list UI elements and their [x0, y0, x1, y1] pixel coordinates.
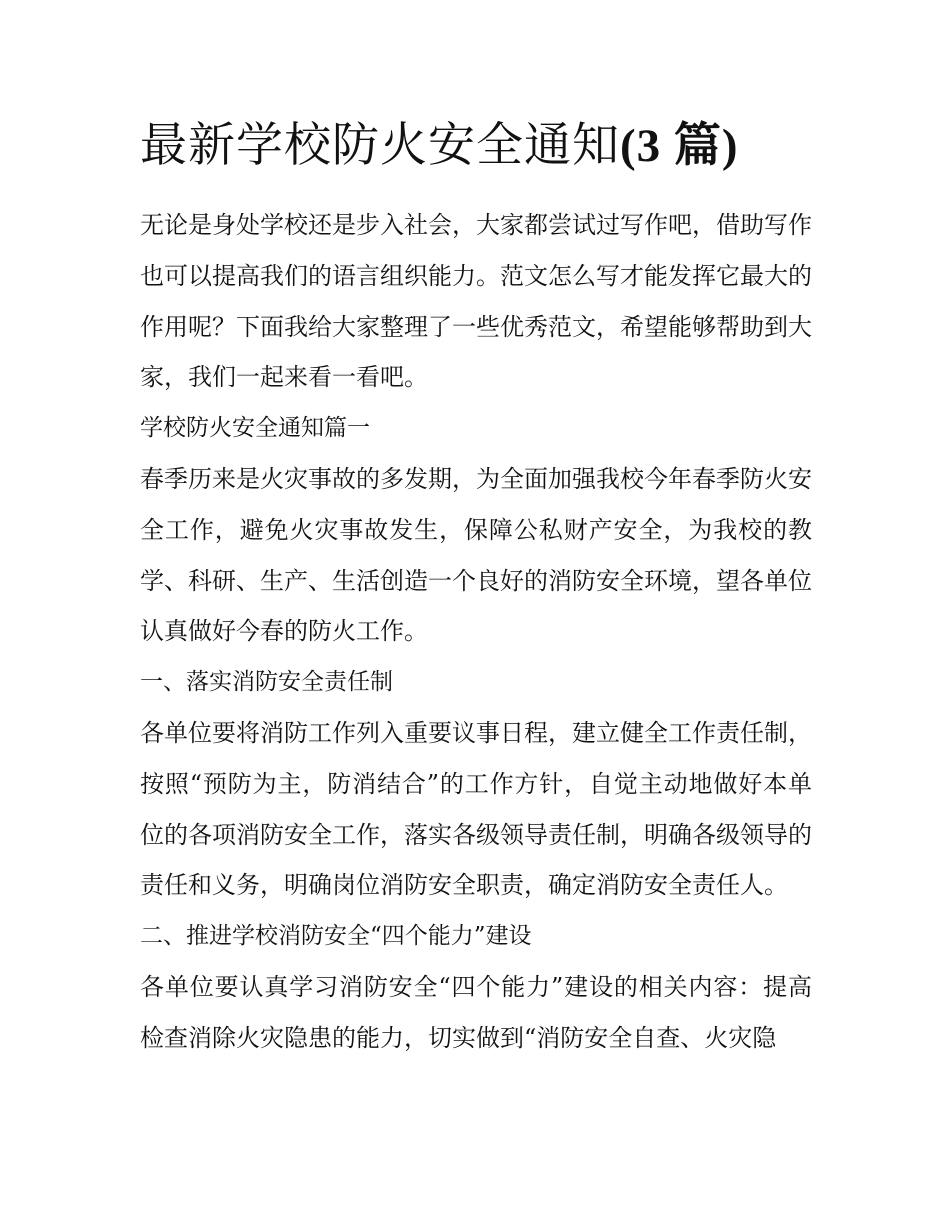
title-count: (3 篇) [620, 120, 739, 172]
four-abilities-paragraph: 各单位要认真学习消防安全“四个能力”建设的相关内容：提高检查消除火灾隐患的能力，切实做到“消防安全自查、火灾隐 [140, 972, 812, 1052]
document-title [140, 112, 812, 180]
heading-four-abilities: 二、推进学校消防安全“四个能力”建设 [140, 923, 532, 950]
intro-paragraph: 无论是身处学校还是步入社会，大家都尝试过写作吧，借助写作也可以提高我们的语言组织能力。范文怎么写才能发挥它最大的作用呢？下面我给大家整理了一些优秀范文，希望能够帮助到大家，我们一起来看一看吧。 [140, 211, 812, 392]
heading-responsibility: 一、落实消防安全责任制 [140, 669, 393, 696]
spring-fire-paragraph: 春季历来是火灾事故的多发期，为全面加强我校今年春季防火安全工作，避免火灾事故发生，保障公私财产安全，为我校的教学、科研、生产、生活创造一个良好的消防安全环境，望各单位认真做好今春的防火工作。 [140, 464, 812, 646]
section-heading-part-one: 学校防火安全通知篇一 [140, 415, 370, 442]
document-page [140, 112, 812, 1064]
title-text: 最新学校防火安全通知 [140, 118, 620, 173]
responsibility-paragraph: 各单位要将消防工作列入重要议事日程，建立健全工作责任制，按照“预防为主，防消结合”的工作方针，自觉主动地做好本单位的各项消防安全工作，落实各级领导责任制，明确各级领导的责任和义务，明确岗位消防安全职责，确定消防安全责任人。 [140, 718, 812, 900]
